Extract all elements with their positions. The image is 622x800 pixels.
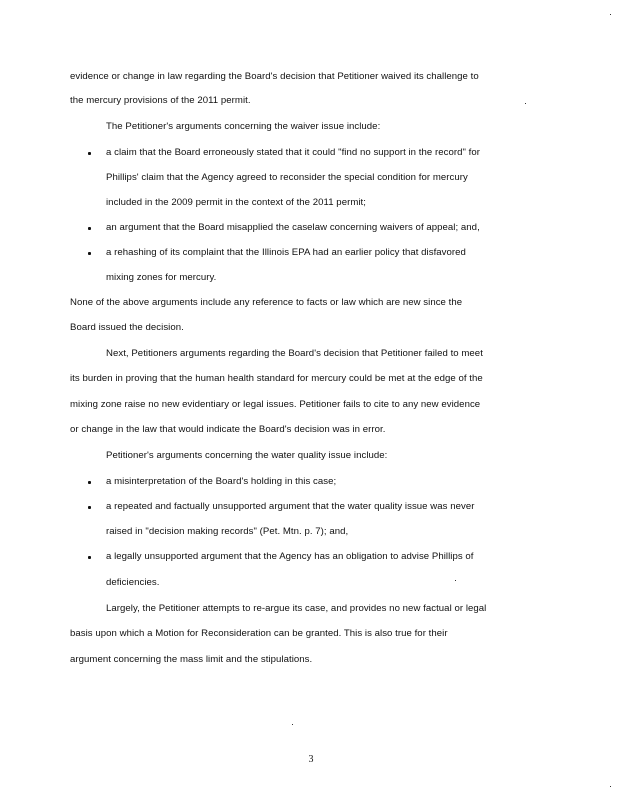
- list-item-line: a rehashing of its complaint that the Illinois EPA had an earlier policy that disfavored: [106, 247, 466, 258]
- bullet-marker: [88, 252, 91, 255]
- list-item-line: a repeated and factually unsupported argument that the water quality issue was never: [106, 501, 475, 512]
- scan-speck: [610, 14, 611, 15]
- bullet-marker: [88, 481, 91, 484]
- paragraph-line: evidence or change in law regarding the Board's decision that Petitioner waived its challenge to: [70, 71, 479, 82]
- list-item-line: a claim that the Board erroneously stated that it could "find no support in the record" for: [106, 147, 480, 158]
- paragraph-line: argument concerning the mass limit and the stipulations.: [70, 654, 313, 665]
- paragraph-line: Board issued the decision.: [70, 322, 184, 333]
- scan-speck: [455, 580, 456, 581]
- paragraph-intro: Petitioner's arguments concerning the water quality issue include:: [106, 450, 388, 461]
- list-item-line: raised in "decision making records" (Pet. Mtn. p. 7); and,: [106, 526, 349, 537]
- paragraph-intro: The Petitioner's arguments concerning the waiver issue include:: [106, 121, 381, 132]
- bullet-marker: [88, 227, 91, 230]
- page-number: 3: [308, 754, 314, 765]
- paragraph-line: None of the above arguments include any reference to facts or law which are new since the: [70, 297, 463, 308]
- bullet-marker: [88, 556, 91, 559]
- list-item-line: a legally unsupported argument that the Agency has an obligation to advise Phillips of: [106, 551, 474, 562]
- paragraph-line: the mercury provisions of the 2011 permit.: [70, 95, 251, 106]
- bullet-marker: [88, 152, 91, 155]
- paragraph-line: or change in the law that would indicate the Board's decision was in error.: [70, 424, 386, 435]
- list-item-line: an argument that the Board misapplied the caselaw concerning waivers of appeal; and,: [106, 222, 480, 233]
- bullet-marker: [88, 506, 91, 509]
- paragraph-line: Largely, the Petitioner attempts to re-argue its case, and provides no new factual or legal: [106, 603, 487, 614]
- paragraph-line: basis upon which a Motion for Reconsideration can be granted. This is also true for their: [70, 628, 448, 639]
- list-item-line: included in the 2009 permit in the context of the 2011 permit;: [106, 197, 366, 208]
- list-item-line: deficiencies.: [106, 577, 160, 588]
- scan-speck: [525, 103, 526, 104]
- paragraph-line: mixing zone raise no new evidentiary or legal issues. Petitioner fails to cite to any new evidence: [70, 399, 481, 410]
- paragraph-line: Next, Petitioners arguments regarding the Board's decision that Petitioner failed to meet: [106, 348, 483, 359]
- list-item-line: Phillips' claim that the Agency agreed to reconsider the special condition for mercury: [106, 172, 468, 183]
- paragraph-line: its burden in proving that the human health standard for mercury could be met at the edge of the: [70, 373, 483, 384]
- scan-speck: [610, 786, 611, 787]
- list-item-line: mixing zones for mercury.: [106, 272, 217, 283]
- scan-speck: [292, 724, 293, 725]
- list-item-line: a misinterpretation of the Board's holding in this case;: [106, 476, 337, 487]
